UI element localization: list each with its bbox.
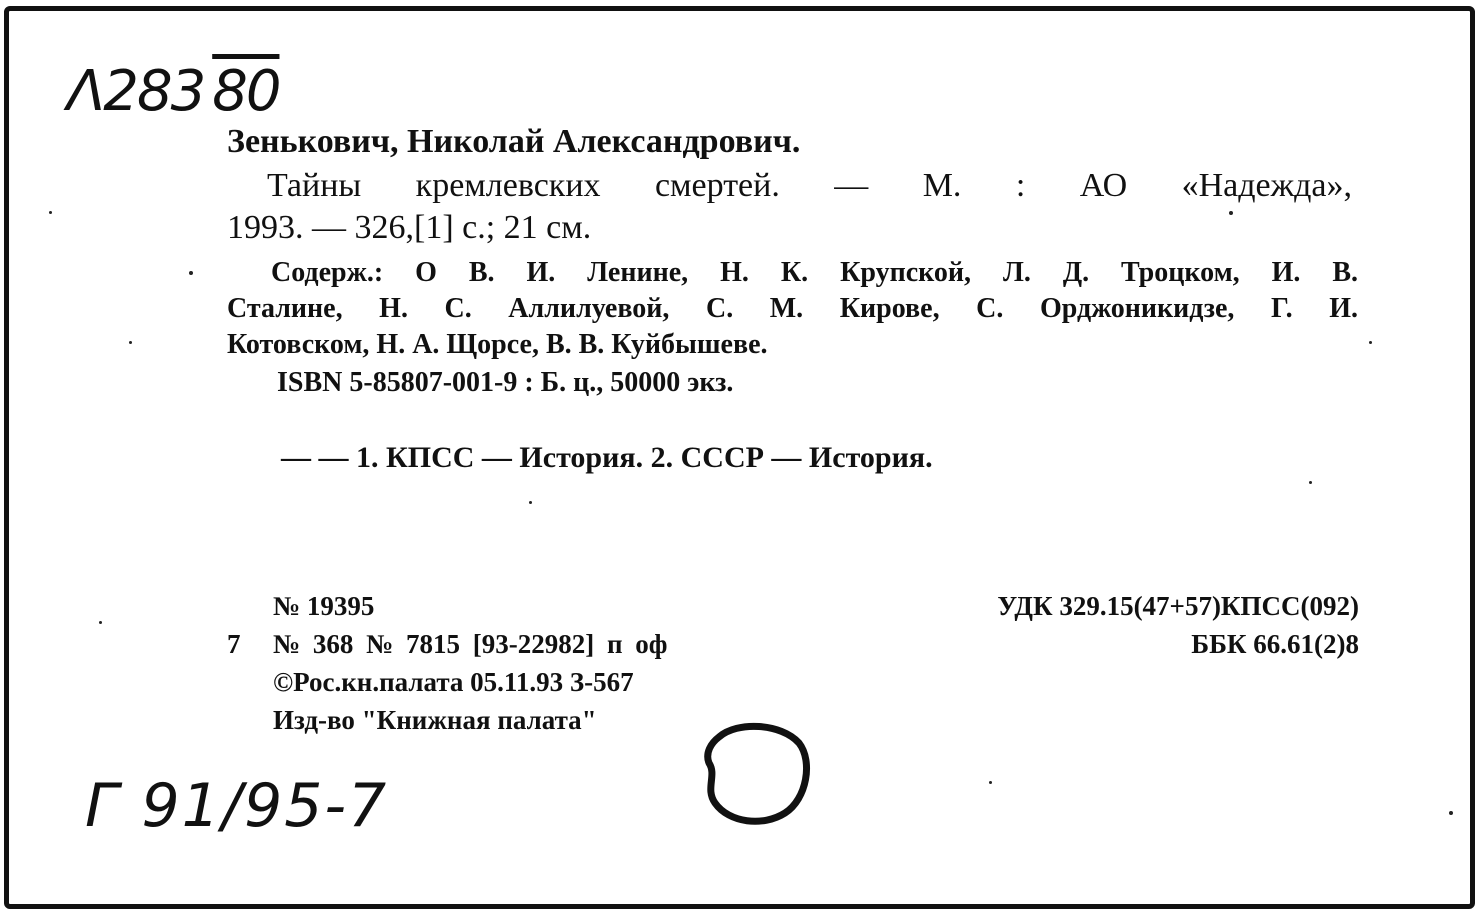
scan-speck (99, 621, 102, 624)
scan-speck (989, 781, 992, 784)
stamp-circle-icon (689, 715, 819, 835)
shelf-mark-number: Λ283 (67, 59, 205, 124)
contents-line-2: Сталине, Н. С. Аллилуевой, С. М. Кирове, С. Орджоникидзе, Г. И. (227, 293, 1358, 324)
shelf-mark-suffix: 80 (212, 59, 280, 124)
udk-code: УДК 329.15(47+57)КПСС(092) (997, 591, 1359, 621)
footer-registration: № 368 № 7815 [93-22982] п оф (273, 629, 668, 659)
bibliographic-entry (227, 11, 1357, 491)
footer-card-number: № 19395 (273, 591, 375, 621)
scan-speck (1449, 811, 1453, 815)
catalog-card (4, 6, 1475, 909)
bbk-code: ББК 66.61(2)8 (1191, 629, 1359, 659)
imprint-line: 1993. — 326,[1] с.; 21 см. (227, 209, 592, 246)
scan-speck (1229, 211, 1233, 215)
handwritten-inventory-mark: Γ 91/95-7 (85, 771, 389, 841)
subjects-line: — — 1. КПСС — История. 2. СССР — История. (281, 441, 933, 474)
contents-line-1: Содерж.: О В. И. Ленине, Н. К. Крупской, Л. Д. Троцком, И. В. (271, 257, 1358, 288)
scan-speck (129, 341, 132, 344)
scan-speck (1309, 481, 1312, 484)
scan-speck (49, 211, 52, 214)
scan-speck (529, 501, 532, 504)
title-line: Тайны кремлевских смертей. — М. : АО «Надежда», (267, 167, 1352, 204)
contents-line-3: Котовском, Н. А. Щорсе, В. В. Куйбышеве. (227, 329, 768, 360)
scan-speck (1369, 341, 1372, 344)
isbn-line: ISBN 5-85807-001-9 : Б. ц., 50000 экз. (277, 367, 734, 398)
footer-publisher: Изд-во "Книжная палата" (273, 705, 597, 735)
scan-speck (189, 271, 193, 275)
margin-digit: 7 (227, 629, 241, 659)
author-heading: Зенькович, Николай Александрович. (227, 123, 801, 160)
footer-copyright: ©Рос.кн.палата 05.11.93 З-567 (273, 667, 634, 697)
